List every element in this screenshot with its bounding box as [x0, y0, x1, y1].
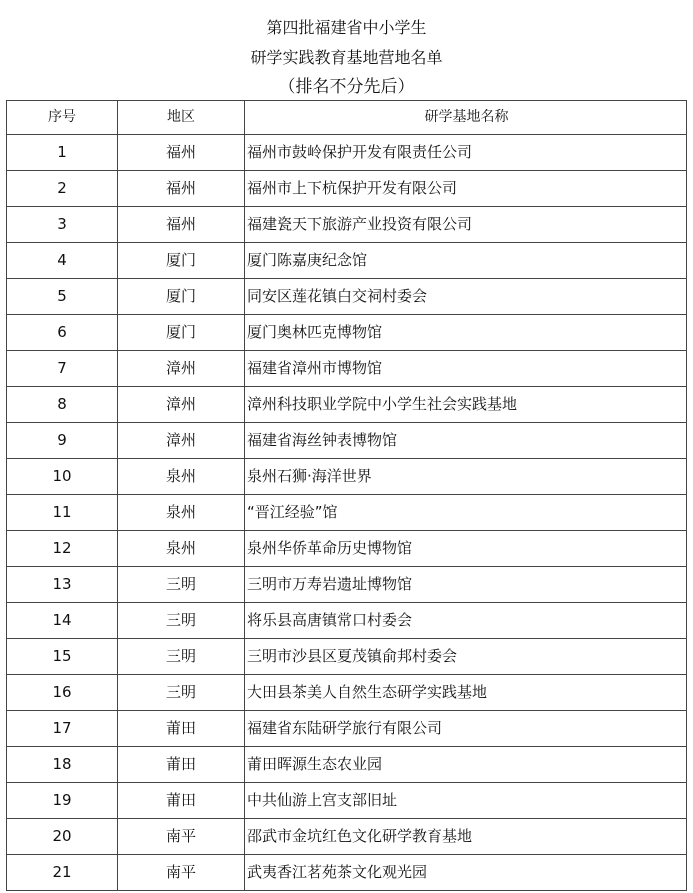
- row-region-cell: 莆田: [118, 711, 245, 747]
- row-base-name-cell: 将乐县高唐镇常口村委会: [245, 603, 687, 639]
- table-row: [7, 675, 687, 711]
- row-base-name-cell: 邵武市金坑红色文化研学教育基地: [245, 819, 687, 855]
- header-index: 序号: [7, 101, 118, 135]
- row-region-cell: 福州: [118, 171, 245, 207]
- table-row: [7, 243, 687, 279]
- table-row: [7, 207, 687, 243]
- row-base-name-cell: 厦门陈嘉庚纪念馆: [245, 243, 687, 279]
- row-region-cell: 漳州: [118, 423, 245, 459]
- row-index-cell: 14: [7, 603, 118, 639]
- row-index-cell: 11: [7, 495, 118, 531]
- row-base-name-cell: 莆田晖源生态农业园: [245, 747, 687, 783]
- row-region-cell: 三明: [118, 567, 245, 603]
- row-index-cell: 18: [7, 747, 118, 783]
- row-base-name-cell: 泉州石狮·海洋世界: [245, 459, 687, 495]
- row-index-cell: 9: [7, 423, 118, 459]
- table-row: [7, 459, 687, 495]
- row-region-cell: 莆田: [118, 747, 245, 783]
- row-region-cell: 南平: [118, 855, 245, 891]
- table-row: [7, 351, 687, 387]
- row-base-name-cell: 武夷香江茗苑茶文化观光园: [245, 855, 687, 891]
- row-region-cell: 泉州: [118, 531, 245, 567]
- table-header-row: [7, 101, 687, 135]
- row-index-cell: 21: [7, 855, 118, 891]
- row-base-name-cell: 福建省漳州市博物馆: [245, 351, 687, 387]
- row-region-cell: 莆田: [118, 783, 245, 819]
- row-region-cell: 厦门: [118, 243, 245, 279]
- row-region-cell: 三明: [118, 603, 245, 639]
- row-region-cell: 漳州: [118, 351, 245, 387]
- table-row: [7, 495, 687, 531]
- header-region: 地区: [118, 101, 245, 135]
- row-index-cell: 20: [7, 819, 118, 855]
- table-row: [7, 639, 687, 675]
- row-region-cell: 福州: [118, 207, 245, 243]
- row-index-cell: 19: [7, 783, 118, 819]
- row-base-name-cell: 福州市上下杭保护开发有限公司: [245, 171, 687, 207]
- ranking-note: （排名不分先后）: [278, 77, 415, 97]
- table-row: [7, 711, 687, 747]
- row-base-name-cell: 泉州华侨革命历史博物馆: [245, 531, 687, 567]
- row-base-name-cell: 三明市沙县区夏茂镇俞邦村委会: [245, 639, 687, 675]
- row-index-cell: 16: [7, 675, 118, 711]
- table-row: [7, 747, 687, 783]
- table-row: [7, 819, 687, 855]
- row-base-name-cell: 大田县茶美人自然生态研学实践基地: [245, 675, 687, 711]
- row-base-name-cell: 漳州科技职业学院中小学生社会实践基地: [245, 387, 687, 423]
- table-row: [7, 567, 687, 603]
- row-base-name-cell: 厦门奥林匹克博物馆: [245, 315, 687, 351]
- row-region-cell: 南平: [118, 819, 245, 855]
- row-region-cell: 漳州: [118, 387, 245, 423]
- row-region-cell: 三明: [118, 639, 245, 675]
- table-row: [7, 279, 687, 315]
- row-index-cell: 8: [7, 387, 118, 423]
- row-base-name-cell: 中共仙游上宫支部旧址: [245, 783, 687, 819]
- row-index-cell: 2: [7, 171, 118, 207]
- header-base-name: 研学基地名称: [245, 101, 687, 135]
- row-index-cell: 15: [7, 639, 118, 675]
- row-region-cell: 福州: [118, 135, 245, 171]
- row-index-cell: 1: [7, 135, 118, 171]
- row-index-cell: 3: [7, 207, 118, 243]
- row-index-cell: 13: [7, 567, 118, 603]
- row-base-name-cell: “晋江经验”馆: [245, 495, 687, 531]
- document-subtitle: 研学实践教育基地营地名单: [250, 48, 443, 67]
- row-base-name-cell: 福建省东陆研学旅行有限公司: [245, 711, 687, 747]
- table-row: [7, 171, 687, 207]
- row-base-name-cell: 福州市鼓岭保护开发有限责任公司: [245, 135, 687, 171]
- row-index-cell: 17: [7, 711, 118, 747]
- row-index-cell: 4: [7, 243, 118, 279]
- table-row: [7, 423, 687, 459]
- row-index-cell: 7: [7, 351, 118, 387]
- row-region-cell: 泉州: [118, 459, 245, 495]
- document-title: 第四批福建省中小学生: [266, 18, 427, 37]
- row-region-cell: 泉州: [118, 495, 245, 531]
- row-base-name-cell: 福建瓷天下旅游产业投资有限公司: [245, 207, 687, 243]
- table-row: [7, 135, 687, 171]
- row-region-cell: 三明: [118, 675, 245, 711]
- table-row: [7, 783, 687, 819]
- table-body: [7, 135, 687, 891]
- row-base-name-cell: 三明市万寿岩遗址博物馆: [245, 567, 687, 603]
- row-region-cell: 厦门: [118, 315, 245, 351]
- row-index-cell: 6: [7, 315, 118, 351]
- row-base-name-cell: 福建省海丝钟表博物馆: [245, 423, 687, 459]
- table-row: [7, 387, 687, 423]
- table-row: [7, 855, 687, 891]
- row-index-cell: 10: [7, 459, 118, 495]
- row-region-cell: 厦门: [118, 279, 245, 315]
- row-base-name-cell: 同安区莲花镇白交祠村委会: [245, 279, 687, 315]
- table-row: [7, 531, 687, 567]
- table-row: [7, 603, 687, 639]
- row-index-cell: 5: [7, 279, 118, 315]
- table-row: [7, 315, 687, 351]
- row-index-cell: 12: [7, 531, 118, 567]
- base-list-table: [6, 100, 687, 891]
